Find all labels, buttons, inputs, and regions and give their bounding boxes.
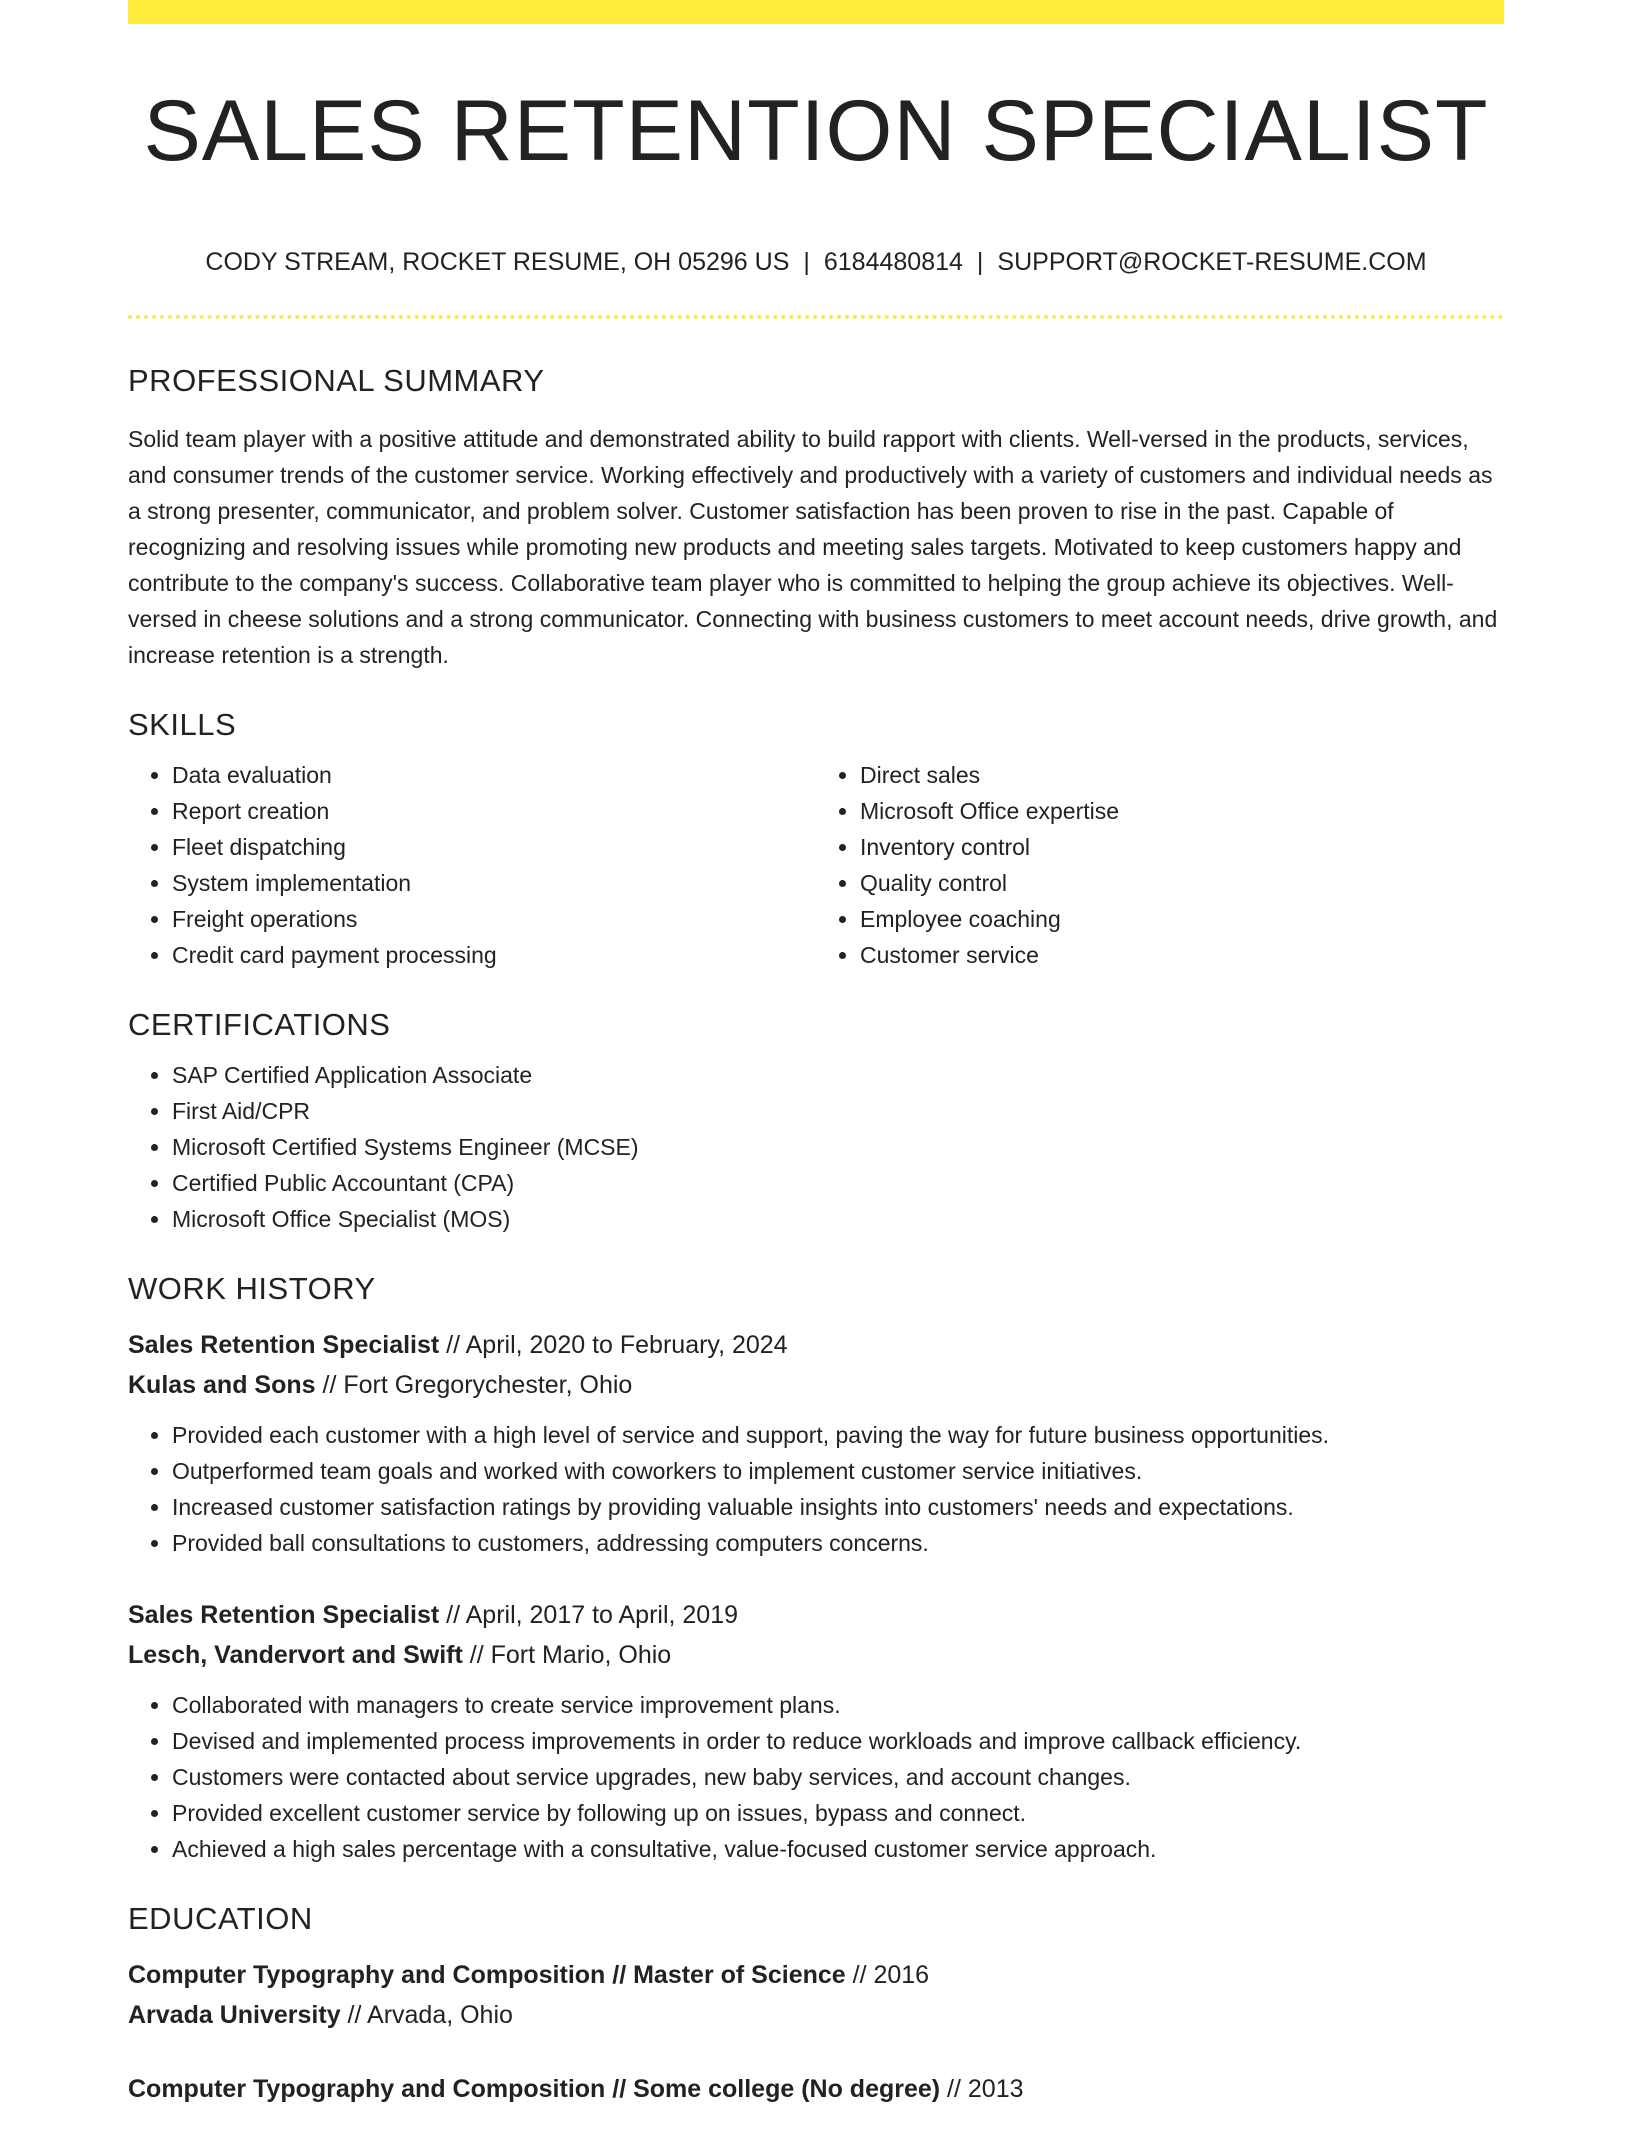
summary-heading: PROFESSIONAL SUMMARY [128, 362, 545, 398]
job-bullet: • Achieved a high sales percentage with a consultative, value-focused customer service approach. [172, 1831, 1504, 1867]
contact-phone: 6184480814 [823, 247, 963, 276]
job-title: Sales Retention Specialist [128, 1600, 440, 1629]
job-bullets [128, 1687, 1504, 1867]
page-title: SALES RETENTION SPECIALIST [143, 83, 1489, 179]
education-degree-line [128, 2069, 1504, 2109]
certification-item: • First Aid/CPR [172, 1093, 1504, 1129]
contact-separator: | [803, 247, 810, 276]
skill-item: • System implementation [172, 865, 816, 901]
education-degree: Computer Typography and Composition // Some college (No degree) [128, 2074, 941, 2103]
skill-item: • Customer service [860, 937, 1504, 973]
education-year: // 2016 [845, 1960, 930, 1989]
job-bullet: • Outperformed team goals and worked with coworkers to implement customer service initiatives. [172, 1453, 1504, 1489]
education-school: Arvada University [128, 2000, 341, 2029]
skill-item: • Employee coaching [860, 901, 1504, 937]
summary-text: Solid team player with a positive attitude and demonstrated ability to build rapport with clients. Well-versed in the products, services, and consumer trends of the customer service. Working effectively and productively with a variety of customers and individual needs as a strong presenter, communicator, and problem solver. Customer satisfaction has been proven to rise in the past. Capable of recognizing and resolving issues while promoting new products and meeting sales targets. Motivated to keep customers happy and contribute to the company's success. Collaborative team player who is committed to helping the group achieve its objectives. Well-versed in cheese solutions and a strong communicator. Connecting with business customers to meet account needs, drive growth, and increase retention is a strength. [128, 425, 1498, 668]
certifications-section [128, 1007, 1504, 1237]
job-org-line [128, 1635, 1504, 1675]
certification-item: • Certified Public Accountant (CPA) [172, 1165, 1504, 1201]
skill-item: • Credit card payment processing [172, 937, 816, 973]
job-dates: // April, 2020 to February, 2024 [439, 1330, 788, 1359]
job-bullets [128, 1417, 1504, 1561]
skill-item: • Freight operations [172, 901, 816, 937]
skills-list-right [816, 757, 1504, 973]
job-location: // Fort Mario, Ohio [462, 1640, 672, 1669]
job-bullet: • Devised and implemented process improvements in order to reduce workloads and improve callback efficiency. [172, 1723, 1504, 1759]
job-bullet: • Collaborated with managers to create service improvement plans. [172, 1687, 1504, 1723]
education-year: // 2013 [940, 2074, 1024, 2103]
summary-section [128, 363, 1504, 673]
job-org-line [128, 1365, 1504, 1405]
education-heading: EDUCATION [128, 1900, 313, 1936]
certifications-heading: CERTIFICATIONS [128, 1006, 391, 1042]
job-bullet: • Customers were contacted about service upgrades, new baby services, and account changes. [172, 1759, 1504, 1795]
skill-item: • Inventory control [860, 829, 1504, 865]
job-title-line [128, 1595, 1504, 1635]
job-bullet: • Provided each customer with a high level of service and support, paving the way for future business opportunities. [172, 1417, 1504, 1453]
education-location: // Arvada, Ohio [340, 2000, 513, 2029]
certifications-list [128, 1057, 1504, 1237]
skill-item: • Quality control [860, 865, 1504, 901]
resume-page [128, 0, 1504, 2143]
certification-item: • SAP Certified Application Associate [172, 1057, 1504, 1093]
contact-address: CODY STREAM, ROCKET RESUME, OH 05296 US [205, 247, 790, 276]
education-entry [128, 1955, 1504, 2035]
job-location: // Fort Gregorychester, Ohio [315, 1370, 633, 1399]
contact-email: SUPPORT@ROCKET-RESUME.COM [997, 247, 1427, 276]
education-degree-line [128, 1955, 1504, 1995]
education-school-line [128, 1995, 1504, 2035]
job-dates: // April, 2017 to April, 2019 [439, 1600, 739, 1629]
skill-item: • Report creation [172, 793, 816, 829]
skill-item: • Microsoft Office expertise [860, 793, 1504, 829]
skills-list-left [128, 757, 816, 973]
job-title: Sales Retention Specialist [128, 1330, 440, 1359]
certification-item: • Microsoft Certified Systems Engineer (MCSE) [172, 1129, 1504, 1165]
contact-line [128, 247, 1504, 277]
job-bullet: • Increased customer satisfaction ratings by providing valuable insights into customers' needs and expectations. [172, 1489, 1504, 1525]
skills-columns [128, 743, 1504, 973]
top-accent-bar [128, 0, 1504, 24]
skill-item: • Data evaluation [172, 757, 816, 793]
work-history-section [128, 1271, 1504, 1867]
certification-item: • Microsoft Office Specialist (MOS) [172, 1201, 1504, 1237]
job-title-line [128, 1325, 1504, 1365]
job-bullet: • Provided excellent customer service by following up on issues, bypass and connect. [172, 1795, 1504, 1831]
job-bullet: • Provided ball consultations to customers, addressing computers concerns. [172, 1525, 1504, 1561]
dotted-divider [128, 315, 1504, 319]
skill-item: • Direct sales [860, 757, 1504, 793]
skills-section [128, 707, 1504, 973]
education-entry [128, 2069, 1504, 2109]
job-entry [128, 1595, 1504, 1867]
skills-heading: SKILLS [128, 706, 237, 742]
contact-separator: | [976, 247, 984, 276]
job-entry [128, 1325, 1504, 1561]
work-history-heading: WORK HISTORY [128, 1270, 376, 1306]
education-degree: Computer Typography and Composition // Master of Science [128, 1960, 846, 1989]
skill-item: • Fleet dispatching [172, 829, 816, 865]
job-company: Lesch, Vandervort and Swift [128, 1640, 463, 1669]
job-company: Kulas and Sons [128, 1370, 316, 1399]
education-section [128, 1901, 1504, 2109]
